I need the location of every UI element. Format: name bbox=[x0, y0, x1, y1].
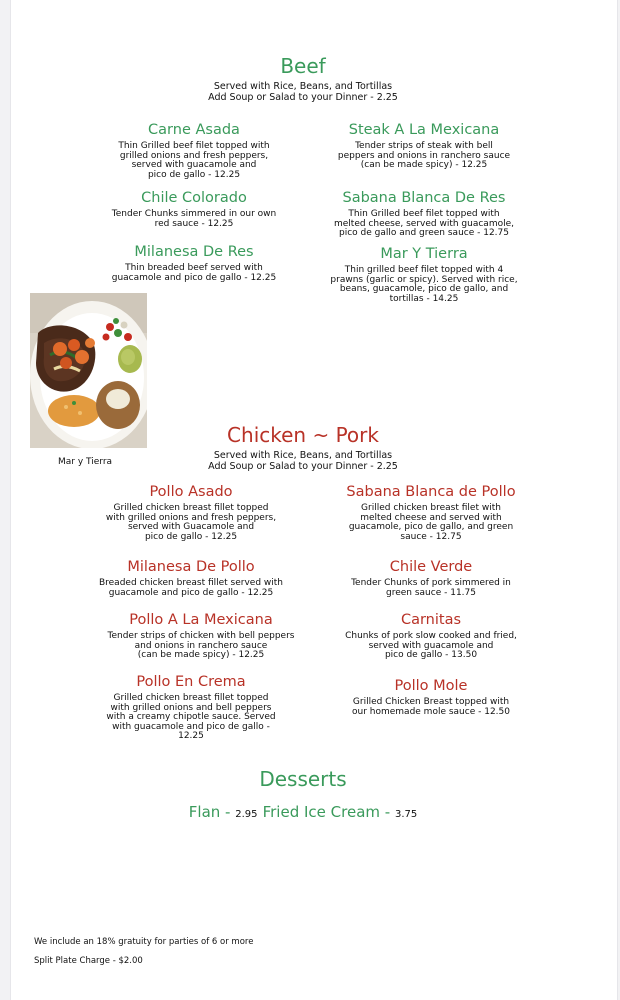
menu-item bbox=[316, 121, 532, 171]
menu-item bbox=[88, 189, 300, 229]
item-description: Grilled chicken breast filet with melted cheese and served with guacamole, pico de gallo, and green sauce - 12.75 bbox=[348, 503, 514, 542]
item-name: Sabana Blanca de Pollo bbox=[346, 484, 516, 500]
chicken-pork-section-title: Chicken ~ Pork bbox=[227, 423, 379, 447]
menu-item bbox=[90, 611, 312, 661]
menu-item bbox=[90, 558, 292, 598]
item-description: Grilled Chicken Breast topped with our homemade mole sauce - 12.50 bbox=[352, 697, 510, 717]
menu-item bbox=[90, 673, 292, 742]
item-description: Chunks of pork slow cooked and fried, served with guacamole and pico de gallo - 13.50 bbox=[345, 631, 517, 660]
item-description: Tender Chunks simmered in our own red sauce - 12.25 bbox=[111, 209, 277, 229]
item-description: Thin grilled beef filet topped with 4 prawns (garlic or spicy). Served with rice, beans, guacamole, pico de gallo, and tortillas - 14.25 bbox=[330, 265, 518, 304]
item-name: Milanesa De Pollo bbox=[127, 559, 255, 575]
menu-item bbox=[326, 611, 536, 661]
photo-caption: Mar y Tierra bbox=[58, 457, 113, 467]
fried-ice-cream-price: 3.75 bbox=[394, 809, 418, 820]
item-name: Carnitas bbox=[400, 612, 462, 628]
menu-item bbox=[326, 483, 536, 542]
item-description: Tender strips of chicken with bell peppers and onions in ranchero sauce (can be made spicy) - 12.25 bbox=[107, 631, 295, 660]
item-name: Pollo Asado bbox=[149, 484, 233, 500]
flan-price: 2.95 bbox=[235, 809, 258, 820]
split-plate-note: Split Plate Charge - $2.00 bbox=[34, 956, 143, 966]
menu-item bbox=[88, 121, 300, 180]
item-name: Sabana Blanca De Res bbox=[342, 190, 506, 206]
item-description: Grilled chicken breast fillet topped with grilled onions and fresh peppers, served with Guacamole and pico de gallo - 12.25 bbox=[105, 503, 277, 542]
item-name: Milanesa De Res bbox=[134, 244, 254, 260]
beef-add-soup-note: Add Soup or Salad to your Dinner - 2.25 bbox=[208, 92, 398, 103]
item-description: Grilled chicken breast fillet topped with grilled onions and bell peppers with a creamy chipotle sauce. Served with guacamole and pico de gallo - 12.25 bbox=[106, 693, 276, 741]
menu-item bbox=[90, 483, 292, 542]
menu-item bbox=[88, 243, 300, 283]
item-description: Thin breaded beef served with guacamole and pico de gallo - 12.25 bbox=[111, 263, 277, 283]
chicken-add-soup-note: Add Soup or Salad to your Dinner - 2.25 bbox=[208, 461, 398, 472]
item-name: Pollo En Crema bbox=[136, 674, 246, 690]
menu-item bbox=[326, 677, 536, 717]
menu-item bbox=[316, 189, 532, 239]
chicken-served-with-note: Served with Rice, Beans, and Tortillas bbox=[213, 450, 393, 461]
desserts-section-title: Desserts bbox=[259, 767, 347, 791]
item-description: Thin Grilled beef filet topped with grilled onions and fresh peppers, served with guacamole and pico de gallo - 12.25 bbox=[118, 141, 270, 180]
item-description: Breaded chicken breast fillet served with guacamole and pico de gallo - 12.25 bbox=[98, 578, 284, 598]
item-name: Chile Colorado bbox=[141, 190, 247, 206]
beef-section-title: Beef bbox=[280, 54, 326, 78]
item-description: Thin Grilled beef filet topped with melted cheese, served with guacamole, pico de gallo and green sauce - 12.75 bbox=[333, 209, 514, 238]
dessert-line bbox=[0, 802, 606, 821]
beef-served-with-note: Served with Rice, Beans, and Tortillas bbox=[213, 81, 393, 92]
item-name: Pollo A La Mexicana bbox=[129, 612, 273, 628]
item-name: Mar Y Tierra bbox=[380, 246, 468, 262]
item-name: Steak A La Mexicana bbox=[348, 122, 500, 138]
item-name: Pollo Mole bbox=[394, 678, 468, 694]
item-name: Carne Asada bbox=[148, 122, 240, 138]
menu-item bbox=[316, 245, 532, 304]
menu-item bbox=[326, 558, 536, 598]
gratuity-note: We include an 18% gratuity for parties of 6 or more bbox=[34, 937, 254, 947]
flan-name: Flan - bbox=[188, 803, 236, 821]
item-description: Tender Chunks of pork simmered in green sauce - 11.75 bbox=[351, 578, 511, 598]
item-name: Chile Verde bbox=[389, 559, 473, 575]
fried-ice-cream-name: Fried Ice Cream - bbox=[262, 803, 395, 821]
item-description: Tender strips of steak with bell peppers and onions in ranchero sauce (can be made spicy) - 12.25 bbox=[337, 141, 511, 170]
